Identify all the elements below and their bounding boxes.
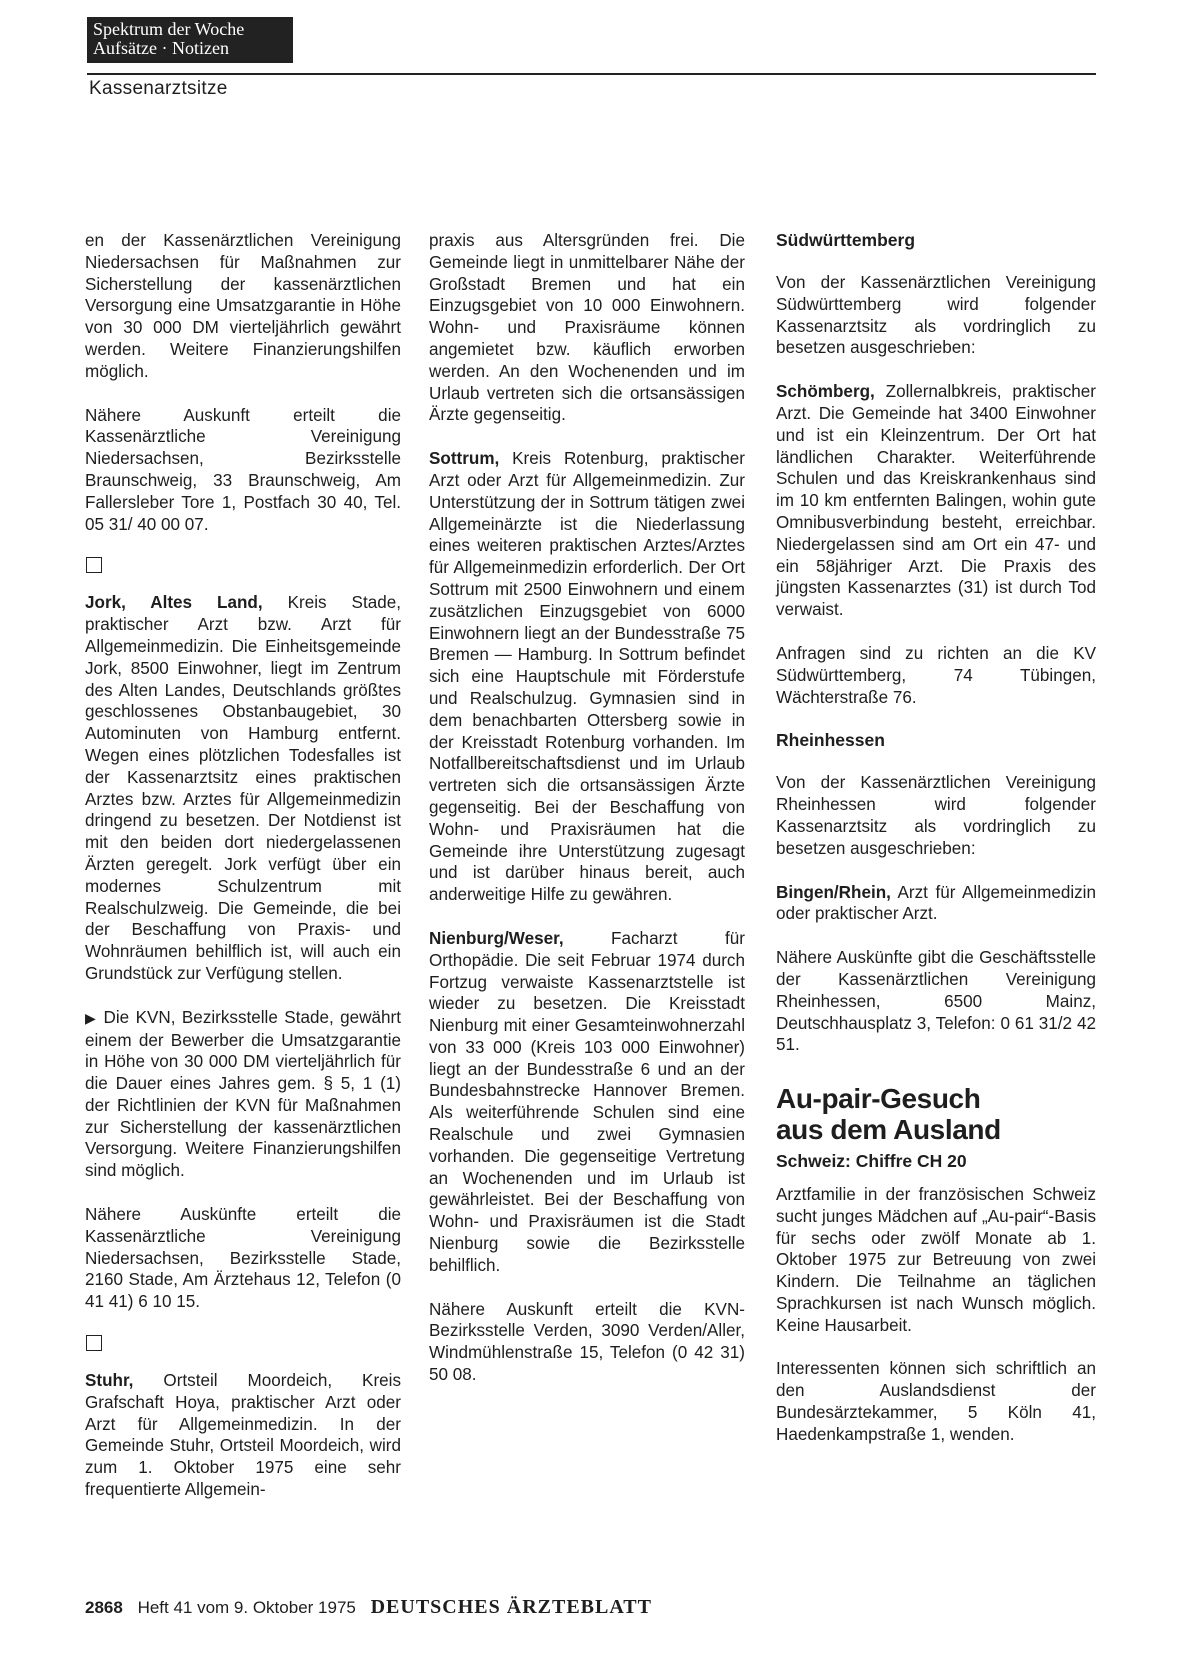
listing-lead: Jork, Altes Land, xyxy=(85,593,263,613)
listing-lead: Schömberg, xyxy=(776,382,875,402)
listing-text: Arzt für Allgemeinmedizin oder praktischer Arzt. xyxy=(776,882,1096,924)
square-marker-icon xyxy=(86,557,102,573)
section-title: Kassenarztsitze xyxy=(89,78,228,99)
listing-text: Kreis Stade, praktischer Arzt bzw. Arzt für Allgemeinmedizin. Die Einheitsgemeinde Jork, 8500 Einwohner, liegt im Zentrum des Alten Landes, Deutschlands größtes geschlossenes Obstanbaugebiet, 30 Autominuten von Hamburg entfernt. Wegen eines plötzlichen Todesfalles ist der Kassenarztsitz eines praktischen Arztes bzw. Arztes für Allgemeinmedizin dringend zu besetzen. Der Notdienst ist mit den beiden dort niedergelassenen Ärzten geregelt. Jork verfügt über ein modernes Schulzentrum mit Realschulzweig. Die Gemeinde, die bei der Beschaffung von Praxis- und Wohnräumen behilflich ist, will auch ein Grundstück zur Verfügung stellen. xyxy=(85,593,401,983)
listing-text: Die KVN, Bezirksstelle Stade, gewährt einem der Bewerber die Umsatzgarantie in Höhe von 30 000 DM vierteljährlich für die Dauer eines Jahres gem. § 5, 1 (1) der Richtlinien der KVN für Maßnahmen zur Sicherstellung der kassenärztlichen Versorgung. Weitere Finanzierungshilfen sind möglich. xyxy=(85,1007,401,1181)
page-number: 2868 xyxy=(85,1598,123,1617)
listing-nienburg xyxy=(429,928,745,1277)
square-marker-icon xyxy=(86,1335,102,1351)
region-heading-rheinhessen: Rheinhessen xyxy=(776,730,885,751)
magazine-name: DEUTSCHES ÄRZTEBLATT xyxy=(370,1596,652,1618)
paragraph: Von der Kassenärztlichen Vereinigung Südwürttemberg wird folgender Kassenarztsitz als vordringlich zu besetzen ausgeschrieben: xyxy=(776,273,1096,358)
column-1 xyxy=(85,230,401,1501)
heading-line: Au-pair-Gesuch xyxy=(776,1083,981,1115)
paragraph: Nähere Auskünfte erteilt die Kassenärztliche Vereinigung Niedersachsen, Bezirksstelle Stade, 2160 Stade, Am Ärztehaus 12, Telefon (0 41 41) 6 10 15. xyxy=(85,1205,401,1312)
listing-text: Facharzt für Orthopädie. Die seit Februar 1974 durch Fortzug verwaiste Kassenarztstelle ist wieder zu besetzen. Die Kreisstadt Nienburg mit einer Gesamteinwohnerzahl von 33 000 (Kreis 103 000 Einwohner) liegt an der Bundesstraße 6 und an der Bundesbahnstrecke Hannover Bremen. Als weiterführende Schulen sind eine Realschule und zwei Gymnasien vorhanden. Die gegenseitige Vertretung an Wochenenden und im Urlaub ist gewährleistet. Bei der Beschaffung von Wohn- und Praxisräumen ist die Stadt Nienburg sowie die Bezirksstelle behilflich. xyxy=(429,928,745,1275)
column-3 xyxy=(776,230,1096,1446)
listing-lead: Bingen/Rhein, xyxy=(776,882,891,902)
arrow-right-icon: ▶ xyxy=(85,1009,98,1026)
region-heading-suedwuerttemberg: Südwürttemberg xyxy=(776,230,916,250)
column-2 xyxy=(429,230,745,1386)
paragraph: Nähere Auskunft erteilt die Kassenärztliche Vereinigung Niedersachsen, Bezirksstelle Braunschweig, 33 Braunschweig, Am Fallersleber Tore 1, Postfach 30 40, Tel. 05 31/ 40 00 07. xyxy=(85,405,401,534)
paragraph: Nähere Auskunft erteilt die KVN-Bezirksstelle Verden, 3090 Verden/Aller, Windmühlenstraße 15, Telefon (0 42 31) 50 08. xyxy=(429,1299,745,1385)
paragraph: en der Kassenärztlichen Vereinigung Niedersachsen für Maßnahmen zur Sicherstellung der kassenärztlichen Versorgung eine Umsatzgarantie in Höhe von 30 000 DM vierteljährlich gewährt werden. Weitere Finanzierungshilfen möglich. xyxy=(85,231,401,381)
paragraph: Nähere Auskünfte gibt die Geschäftsstelle der Kassenärztlichen Vereinigung Rheinhessen, 6500 Mainz, Deutschhausplatz 3, Telefon: 0 61 31/2 42 51. xyxy=(776,948,1096,1055)
article-subheading: Schweiz: Chiffre CH 20 xyxy=(776,1151,967,1172)
section-label-line2: Aufsätze · Notizen xyxy=(93,38,229,58)
header-rule xyxy=(87,73,1096,75)
issue-info: Heft 41 vom 9. Oktober 1975 xyxy=(137,1598,356,1617)
page-footer xyxy=(85,1596,652,1619)
listing-text: Zollernalbkreis, praktischer Arzt. Die Gemeinde hat 3400 Einwohner und ist ein Kleinzentrum. Der Ort hat ländlichen Charakter. Weiterführende Schulen und das Kreiskrankenhaus sind im 10 km entfernten Balingen, wohin gute Omnibusverbindung besteht, erreichbar. Niedergelassen sind am Ort ein 47- und ein 58jähriger Arzt. Die Praxis des jüngsten Kassenarztes (31) ist durch Tod verwaist. xyxy=(776,382,1096,620)
listing-text: Kreis Rotenburg, praktischer Arzt oder Arzt für Allgemeinmedizin. Zur Unterstützung der in Sottrum tätigen zwei Allgemeinärzte ist die Niederlassung eines weiteren praktischen Arztes/Arztes für Allgemeinmedizin erforderlich. Der Ort Sottrum mit 2500 Einwohnern und einem zusätzlichen Einzugsgebiet von 6000 Einwohnern liegt an der Bundesstraße 75 Bremen — Hamburg. In Sottrum befindet sich eine Hauptschule mit Förderstufe und Realschulzug. Gymnasien sind in dem benachbarten Ottersberg sowie in der Kreisstadt Rotenburg vorhanden. Im Notfallbereitschaftsdienst und im Urlaub vertreten sich die ortsansässigen Ärzte gegenseitig. Bei der Beschaffung von Wohn- und Praxisräumen hat die Gemeinde ihre Unterstützung zugesagt und ist darüber hinaus bereit, auch anderweitige Hilfe zu gewähren. xyxy=(429,449,745,905)
paragraph: Anfragen sind zu richten an die KV Südwürttemberg, 74 Tübingen, Wächterstraße 76. xyxy=(776,643,1096,707)
paragraph: Arztfamilie in der französischen Schweiz sucht junges Mädchen auf „Au-pair“-Basis für sechs oder zwölf Monate ab 1. Oktober 1975 zur Betreuung von zwei Kindern. Die Teilnahme an täglichen Sprachkursen ist nach Wunsch möglich. Keine Hausarbeit. xyxy=(776,1184,1096,1335)
listing-schoemberg xyxy=(776,381,1096,621)
section-label xyxy=(87,17,293,63)
listing-sottrum xyxy=(429,448,745,906)
listing-bingen xyxy=(776,882,1096,926)
listing-text: Ortsteil Moordeich, Kreis Grafschaft Hoya, praktischer Arzt oder Arzt für Allgemeinmedizin. In der Gemeinde Stuhr, Ortsteil Moordeich, wird zum 1. Oktober 1975 eine sehr frequentierte Allgemein- xyxy=(85,1371,401,1500)
listing-lead: Sottrum, xyxy=(429,449,500,469)
heading-line: aus dem Ausland xyxy=(776,1114,1001,1146)
paragraph: Von der Kassenärztlichen Vereinigung Rheinhessen wird folgender Kassenarztsitz als vordringlich zu besetzen ausgeschrieben: xyxy=(776,773,1096,858)
listing-stuhr xyxy=(85,1370,401,1501)
paragraph: Interessenten können sich schriftlich an den Auslandsdienst der Bundesärztekammer, 5 Köln 41, Haedenkampstraße 1, wenden. xyxy=(776,1359,1096,1444)
paragraph: praxis aus Altersgründen frei. Die Gemeinde liegt in unmittelbarer Nähe der Großstadt Bremen und hat ein Einzugsgebiet von 10 000 Einwohnern. Wohn- und Praxisräume können angemietet bzw. käuflich erworben werden. An den Wochenenden und im Urlaub vertreten sich die ortsansässigen Ärzte gegenseitig. xyxy=(429,231,745,425)
listing-jork xyxy=(85,592,401,984)
section-label-line1: Spektrum der Woche xyxy=(93,19,245,39)
listing-lead: Nienburg/Weser, xyxy=(429,928,564,948)
listing-kvn xyxy=(85,1007,401,1182)
listing-lead: Stuhr, xyxy=(85,1371,134,1391)
article-heading-aupair xyxy=(776,1083,1096,1145)
